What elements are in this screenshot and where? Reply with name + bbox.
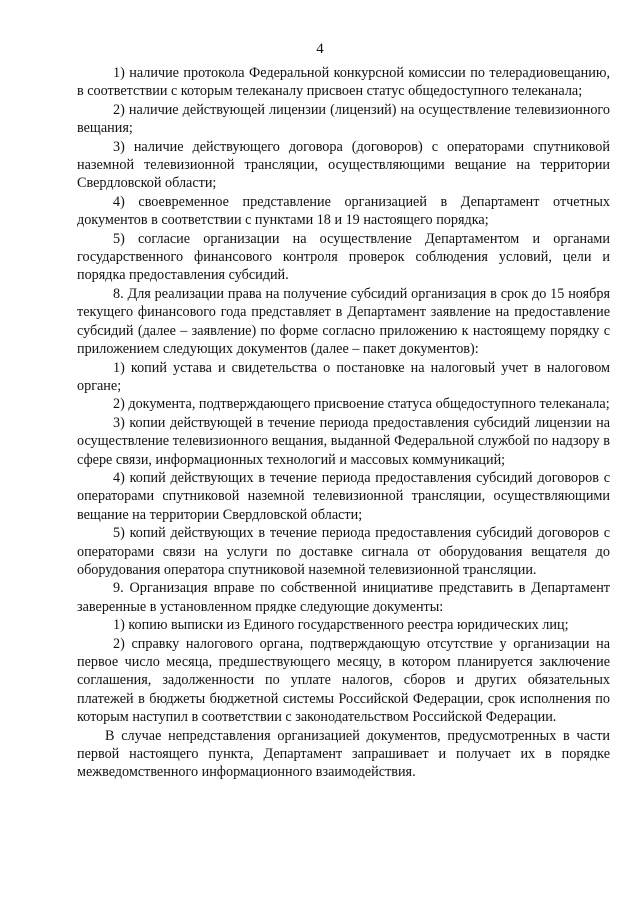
paragraph-item-5: 5) согласие организации на осуществление Департаментом и органами государственного финансового контроля проверок соблюдения условий, цели и порядка предоставления субсидий. (77, 230, 610, 284)
paragraph-item-2: 2) наличие действующей лицензии (лицензий) на осуществление телевизионного вещания; (77, 101, 610, 137)
paragraph-clause-9-closing: В случае непредставления организацией документов, предусмотренных в части первой настоящего пункта, Департамент запрашивает и получает их в порядке межведомственного информационного взаимодействия. (77, 727, 610, 781)
paragraph-item-3: 3) наличие действующего договора (договоров) с операторами спутниковой наземной телевизионной трансляции, осуществляющими вещание на территории Свердловской области; (77, 138, 610, 192)
paragraph-clause-8-item-5: 5) копий действующих в течение периода предоставления субсидий договоров с операторами связи на услуги по доставке сигнала от оборудования вещателя до оборудования оператора спутниковой наземной телевизионной трансляции. (77, 525, 610, 578)
paragraph-clause-9-item-1: 1) копию выписки из Единого государственного реестра юридических лиц; (113, 617, 569, 634)
paragraph-clause-8-item-3: 3) копии действующей в течение периода предоставления субсидий лицензии на осуществление телевизионного вещания, выданной Федеральной службой по надзору в сфере связи, информационных технологий и массовых коммуникаций; (77, 414, 610, 468)
paragraph-item-1: 1) наличие протокола Федеральной конкурсной комиссии по телерадиовещанию, в соответствии с которым телеканалу присвоен статус общедоступного телеканала; (77, 65, 610, 100)
paragraph-item-4: 4) своевременное представление организацией в Департамент отчетных документов в соответствии с пунктами 18 и 19 настоящего порядка; (77, 193, 610, 229)
paragraph-clause-8-item-2: 2) документа, подтверждающего присвоение статуса общедоступного телеканала; (113, 396, 610, 413)
paragraph-clause-9: 9. Организация вправе по собственной инициативе представить в Департамент заверенные в установленном прядке следующие документы: (77, 580, 610, 615)
paragraph-clause-8: 8. Для реализации права на получение субсидий организация в срок до 15 ноября текущего финансового года представляет в Департамент заявление на предоставление субсидий (далее – заявление) по форме согласно приложению к настоящему порядку с приложением следующих документов (далее – пакет документов): (77, 285, 610, 358)
document-body (77, 64, 610, 782)
paragraph-clause-8-item-1: 1) копий устава и свидетельства о постановке на налоговый учет в налоговом органе; (77, 359, 610, 394)
paragraph-clause-8-item-4: 4) копий действующих в течение периода предоставления субсидий договоров с операторами спутниковой наземной телевизионной трансляции, осуществляющими вещание на территории Свердловской области; (77, 469, 610, 523)
page-number: 4 (316, 41, 324, 57)
paragraph-clause-9-item-2: 2) справку налогового органа, подтверждающую отсутствие у организации на первое число месяца, предшествующего месяцу, в котором планируется заключение соглашения, задолженности по уплате налогов, сборов и других обязательных платежей в бюджеты бюджетной системы Российской Федерации, срок исполнения по которым наступил в соответствии с законодательством Российской Федерации. (77, 635, 610, 726)
